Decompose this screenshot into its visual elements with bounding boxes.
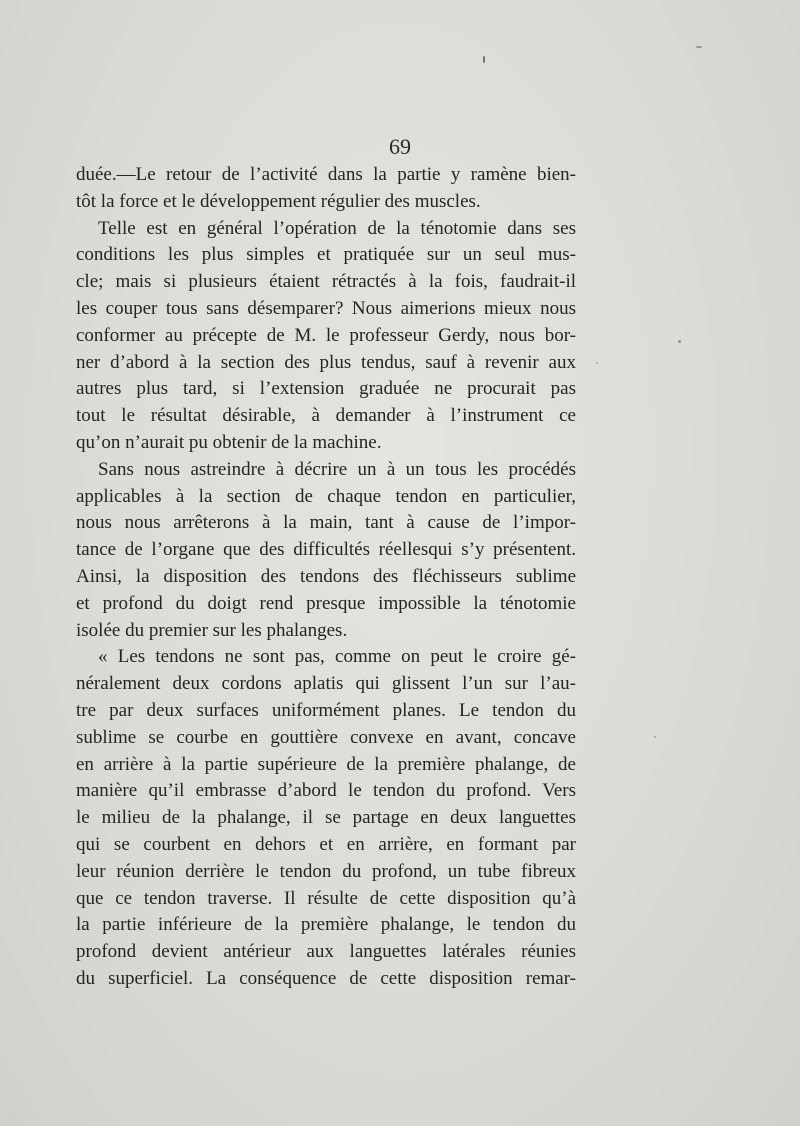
text-line: que ce tendon traverse. Il résulte de cette disposition qu’à — [76, 887, 576, 909]
text-line: profond devient antérieur aux languettes latérales réunies — [76, 941, 576, 963]
text-line: applicables à la section de chaque tendon en particulier, — [76, 485, 576, 507]
text-line: manière qu’il embrasse d’abord le tendon du profond. Vers — [76, 780, 576, 802]
paper-speck — [654, 736, 656, 738]
text-line: tôt la force et le développement régulier des muscles. — [76, 190, 481, 212]
text-line: cle; mais si plusieurs étaient rétractés à la fois, faudrait-il — [76, 271, 576, 293]
text-line: tance de l’organe que des difficultés réellesqui s’y présentent. — [76, 539, 576, 561]
text-line: les couper tous sans désemparer? Nous aimerions mieux nous — [76, 297, 576, 319]
text-line: duée.—Le retour de l’activité dans la partie y ramène bien- — [76, 164, 576, 185]
text-line: tre par deux surfaces uniformément planes. Le tendon du — [76, 699, 576, 721]
text-line: en arrière à la partie supérieure de la première phalange, de — [76, 753, 576, 775]
text-line: Telle est en général l’opération de la ténotomie dans ses — [98, 217, 576, 239]
text-line: sublime se courbe en gouttière convexe en avant, concave — [76, 726, 576, 748]
text-line: Ainsi, la disposition des tendons des fléchisseurs sublime — [76, 565, 576, 587]
text-line: isolée du premier sur les phalanges. — [76, 619, 348, 641]
text-line: Sans nous astreindre à décrire un à un tous les procédés — [98, 458, 576, 480]
text-line: ner d’abord à la section des plus tendus, sauf à revenir aux — [76, 351, 576, 373]
text-line: nous nous arrêterons à la main, tant à cause de l’impor- — [76, 512, 576, 534]
page-number: 69 — [389, 134, 411, 159]
text-line: conformer au précepte de M. le professeur Gerdy, nous bor- — [76, 324, 576, 346]
paper-speck — [483, 56, 485, 63]
text-line: le milieu de la phalange, il se partage en deux languettes — [76, 807, 576, 829]
body-text — [76, 162, 576, 993]
paper-speck — [678, 340, 681, 343]
text-line: la partie inférieure de la première phalange, le tendon du — [76, 914, 576, 936]
paper-speck — [596, 362, 598, 364]
text-line: et profond du doigt rend presque impossible la ténotomie — [76, 592, 576, 614]
paper-speck — [696, 46, 702, 48]
text-line: du superficiel. La conséquence de cette disposition remar- — [76, 967, 576, 989]
text-line: conditions les plus simples et pratiquée sur un seul mus- — [76, 244, 576, 266]
text-line: autres plus tard, si l’extension graduée ne procurait pas — [76, 378, 576, 400]
text-line: qu’on n’aurait pu obtenir de la machine. — [76, 431, 382, 453]
text-line: leur réunion derrière le tendon du profond, un tube fibreux — [76, 860, 576, 882]
text-line: néralement deux cordons aplatis qui glissent l’un sur l’au- — [76, 673, 576, 695]
text-line: « Les tendons ne sont pas, comme on peut le croire gé- — [98, 646, 576, 668]
text-line: qui se courbent en dehors et en arrière, en formant par — [76, 833, 576, 855]
text-line: tout le résultat désirable, à demander à l’instrument ce — [76, 405, 576, 427]
